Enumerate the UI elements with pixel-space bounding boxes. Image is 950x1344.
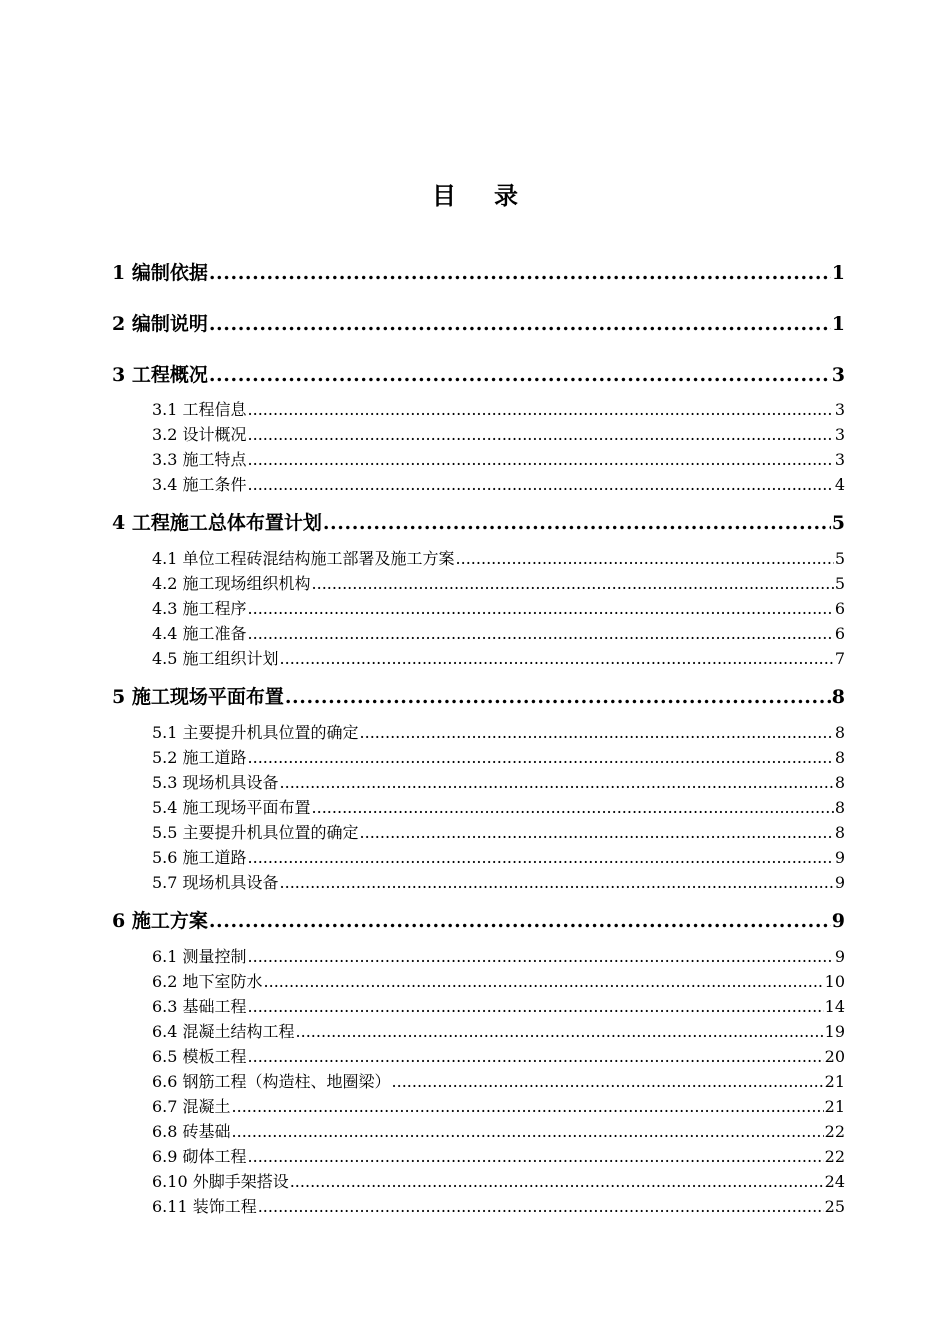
toc-dot-leader — [456, 549, 834, 568]
toc-dot-leader — [209, 910, 831, 932]
toc-entry-page-number: 21 — [824, 1072, 845, 1091]
toc-dot-leader — [248, 599, 834, 618]
toc-dot-leader — [264, 972, 824, 991]
toc-entry-label: 4.3 施工程序 — [152, 599, 247, 618]
toc-entry-label: 6.11 装饰工程 — [152, 1197, 257, 1216]
toc-chapter-entry[interactable] — [0, 258, 950, 285]
toc-entry-label: 5.7 现场机具设备 — [152, 873, 279, 892]
toc-chapter-entry[interactable] — [0, 682, 950, 709]
toc-entry-page-number: 9 — [831, 910, 845, 932]
toc-chapter-entry[interactable] — [0, 360, 950, 387]
toc-dot-leader — [280, 649, 834, 668]
toc-entry-page-number: 5 — [834, 549, 845, 568]
toc-section-entry[interactable] — [0, 1019, 950, 1042]
toc-entry-page-number: 3 — [831, 364, 845, 386]
toc-entry-page-number: 5 — [831, 512, 845, 534]
toc-entry-label: 6.6 钢筋工程（构造柱、地圈梁） — [152, 1072, 391, 1091]
toc-section-entry[interactable] — [0, 472, 950, 495]
toc-section-entry[interactable] — [0, 546, 950, 569]
toc-section-entry[interactable] — [0, 795, 950, 818]
toc-entry-label: 1 编制依据 — [112, 262, 208, 284]
toc-entry-page-number: 8 — [834, 748, 845, 767]
toc-dot-leader — [209, 364, 831, 386]
toc-entry-label: 6.9 砌体工程 — [152, 1147, 247, 1166]
toc-entry-label: 6.5 模板工程 — [152, 1047, 247, 1066]
toc-dot-leader — [232, 1122, 824, 1141]
toc-entry-label: 5.4 施工现场平面布置 — [152, 798, 311, 817]
toc-section-entry[interactable] — [0, 770, 950, 793]
toc-entry-label: 3.4 施工条件 — [152, 475, 247, 494]
toc-section-entry[interactable] — [0, 1194, 950, 1217]
toc-entry-page-number: 8 — [834, 798, 845, 817]
toc-entry-label: 5.5 主要提升机具位置的确定 — [152, 823, 359, 842]
toc-title-part2: 录 — [494, 181, 518, 210]
toc-entry-label: 5 施工现场平面布置 — [112, 686, 284, 708]
toc-title-part1: 目 — [432, 181, 456, 210]
toc-section-entry[interactable] — [0, 422, 950, 445]
toc-dot-leader — [248, 997, 824, 1016]
toc-entry-page-number: 3 — [834, 400, 845, 419]
toc-entry-page-number: 4 — [834, 475, 845, 494]
toc-entry-page-number: 9 — [834, 848, 845, 867]
toc-entry-label: 3.3 施工特点 — [152, 450, 247, 469]
toc-entry-page-number: 1 — [831, 262, 845, 284]
toc-section-entry[interactable] — [0, 1119, 950, 1142]
toc-entry-label: 4.1 单位工程砖混结构施工部署及施工方案 — [152, 549, 455, 568]
toc-entry-page-number: 1 — [831, 313, 845, 335]
toc-dot-leader — [392, 1072, 824, 1091]
toc-entry-page-number: 3 — [834, 450, 845, 469]
toc-section-entry[interactable] — [0, 1069, 950, 1092]
toc-dot-leader — [248, 425, 834, 444]
toc-entry-label: 5.3 现场机具设备 — [152, 773, 279, 792]
toc-section-entry[interactable] — [0, 596, 950, 619]
toc-dot-leader — [285, 686, 831, 708]
toc-section-entry[interactable] — [0, 720, 950, 743]
toc-entry-label: 5.6 施工道路 — [152, 848, 247, 867]
toc-dot-leader — [248, 1047, 824, 1066]
toc-dot-leader — [248, 624, 834, 643]
toc-entry-page-number: 9 — [834, 873, 845, 892]
toc-section-entry[interactable] — [0, 969, 950, 992]
toc-dot-leader — [232, 1097, 824, 1116]
toc-entry-page-number: 6 — [834, 624, 845, 643]
toc-section-entry[interactable] — [0, 870, 950, 893]
toc-entry-label: 4.5 施工组织计划 — [152, 649, 279, 668]
toc-dot-leader — [258, 1197, 824, 1216]
toc-entry-label: 6.2 地下室防水 — [152, 972, 263, 991]
toc-section-entry[interactable] — [0, 820, 950, 843]
toc-dot-leader — [360, 723, 834, 742]
toc-entry-label: 2 编制说明 — [112, 313, 208, 335]
toc-entry-label: 6 施工方案 — [112, 910, 208, 932]
toc-section-entry[interactable] — [0, 745, 950, 768]
toc-entry-label: 5.1 主要提升机具位置的确定 — [152, 723, 359, 742]
toc-entry-page-number: 8 — [834, 773, 845, 792]
toc-entry-page-number: 5 — [834, 574, 845, 593]
toc-entry-label: 3 工程概况 — [112, 364, 208, 386]
toc-entry-page-number: 14 — [824, 997, 845, 1016]
toc-entry-page-number: 6 — [834, 599, 845, 618]
toc-dot-leader — [248, 450, 834, 469]
toc-dot-leader — [248, 848, 834, 867]
toc-entry-label: 6.1 测量控制 — [152, 947, 247, 966]
toc-entry-label: 6.7 混凝土 — [152, 1097, 231, 1116]
toc-entry-page-number: 25 — [824, 1197, 845, 1216]
toc-section-entry[interactable] — [0, 1044, 950, 1067]
toc-dot-leader — [209, 313, 831, 335]
toc-dot-leader — [323, 512, 831, 534]
toc-dot-leader — [248, 947, 834, 966]
toc-section-entry[interactable] — [0, 447, 950, 470]
toc-dot-leader — [312, 798, 834, 817]
toc-entry-page-number: 10 — [824, 972, 845, 991]
toc-dot-leader — [209, 262, 831, 284]
toc-entry-label: 3.2 设计概况 — [152, 425, 247, 444]
toc-entry-label: 6.4 混凝土结构工程 — [152, 1022, 295, 1041]
toc-dot-leader — [290, 1172, 824, 1191]
toc-entry-label: 4.2 施工现场组织机构 — [152, 574, 311, 593]
toc-dot-leader — [248, 748, 834, 767]
toc-entry-page-number: 7 — [834, 649, 845, 668]
toc-section-entry[interactable] — [0, 646, 950, 669]
toc-entry-label: 4.4 施工准备 — [152, 624, 247, 643]
toc-dot-leader — [296, 1022, 824, 1041]
toc-entry-page-number: 3 — [834, 425, 845, 444]
toc-section-entry[interactable] — [0, 397, 950, 420]
toc-entry-page-number: 8 — [831, 686, 845, 708]
toc-dot-leader — [248, 1147, 824, 1166]
toc-dot-leader — [312, 574, 834, 593]
toc-entry-page-number: 8 — [834, 723, 845, 742]
toc-entry-page-number: 24 — [824, 1172, 845, 1191]
toc-chapter-entry[interactable] — [0, 906, 950, 933]
toc-dot-leader — [360, 823, 834, 842]
toc-section-entry[interactable] — [0, 571, 950, 594]
toc-section-entry[interactable] — [0, 1169, 950, 1192]
toc-entry-label: 6.8 砖基础 — [152, 1122, 231, 1141]
toc-chapter-entry[interactable] — [0, 508, 950, 535]
toc-entry-page-number: 22 — [824, 1147, 845, 1166]
toc-entry-page-number: 22 — [824, 1122, 845, 1141]
toc-section-entry[interactable] — [0, 845, 950, 868]
toc-entry-label: 3.1 工程信息 — [152, 400, 247, 419]
toc-entry-page-number: 8 — [834, 823, 845, 842]
toc-dot-leader — [280, 873, 834, 892]
toc-entry-page-number: 21 — [824, 1097, 845, 1116]
toc-entry-label: 6.3 基础工程 — [152, 997, 247, 1016]
toc-chapter-entry[interactable] — [0, 309, 950, 336]
toc-dot-leader — [280, 773, 834, 792]
toc-section-entry[interactable] — [0, 1094, 950, 1117]
toc-entry-page-number: 20 — [824, 1047, 845, 1066]
toc-entry-page-number: 9 — [834, 947, 845, 966]
toc-entry-page-number: 19 — [824, 1022, 845, 1041]
toc-entry-label: 5.2 施工道路 — [152, 748, 247, 767]
toc-dot-leader — [248, 475, 834, 494]
toc-entry-label: 4 工程施工总体布置计划 — [112, 512, 322, 534]
toc-dot-leader — [248, 400, 834, 419]
toc-section-entry[interactable] — [0, 621, 950, 644]
toc-section-entry[interactable] — [0, 994, 950, 1017]
toc-entry-label: 6.10 外脚手架搭设 — [152, 1172, 289, 1191]
toc-section-entry[interactable] — [0, 944, 950, 967]
toc-section-entry[interactable] — [0, 1144, 950, 1167]
